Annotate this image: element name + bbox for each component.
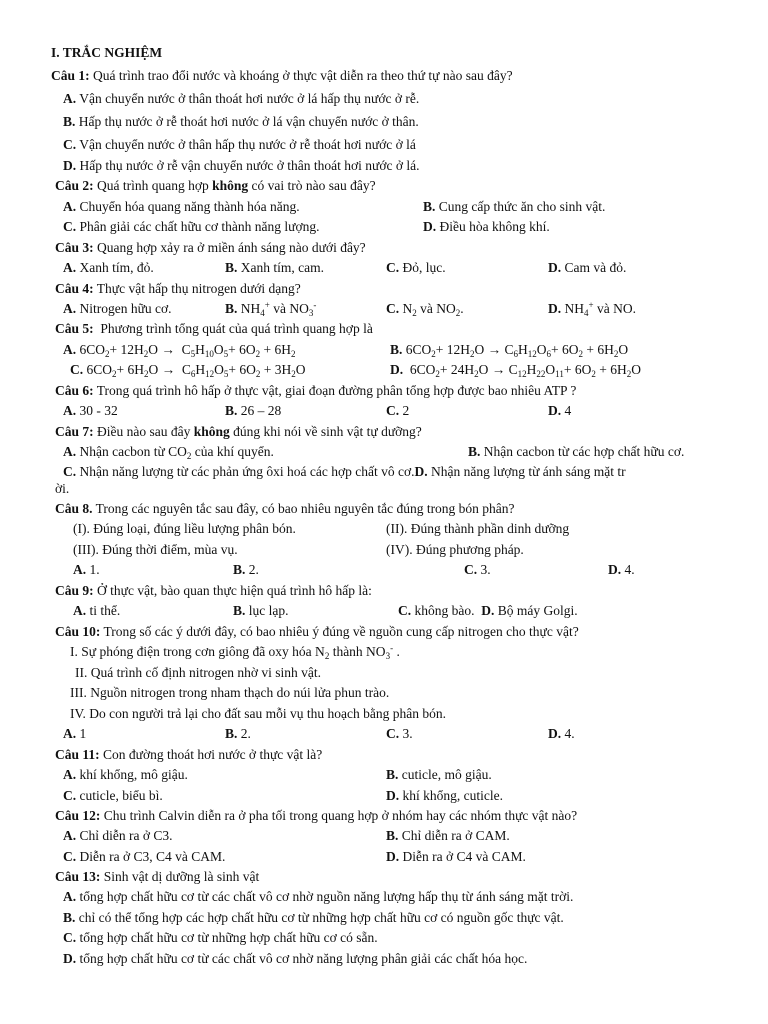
question-7: Câu 7: Điều nào sau đây không đúng khi nói về sinh vật tự dưỡng? bbox=[55, 424, 422, 439]
q8-item-3: (III). Đúng thời điểm, mùa vụ. bbox=[73, 542, 238, 557]
q10-option-b: B. 2. bbox=[225, 726, 251, 741]
q2-option-d: D. Điều hòa không khí. bbox=[423, 219, 550, 234]
q2-option-a: A. Chuyển hóa quang năng thành hóa năng. bbox=[63, 199, 300, 214]
q1-option-d: D. Hấp thụ nước ở rễ vận chuyển nước ở thân thoát hơi nước ở lá. bbox=[63, 158, 420, 173]
q7-option-c-d: C. Nhận năng lượng từ các phản ứng ôxi hoá các hợp chất vô cơ.D. Nhận năng lượng từ ánh sáng mặt tr bbox=[63, 464, 626, 479]
question-5: Câu 5: Phương trình tổng quát của quá trình quang hợp là bbox=[55, 321, 373, 336]
question-1: Câu 1: Quá trình trao đổi nước và khoáng ở thực vật diễn ra theo thứ tự nào sau đây? bbox=[51, 68, 513, 83]
q11-option-c: C. cuticle, biểu bì. bbox=[63, 788, 163, 803]
q3-option-b: B. Xanh tím, cam. bbox=[225, 260, 324, 275]
question-3: Câu 3: Quang hợp xảy ra ở miền ánh sáng nào dưới đây? bbox=[55, 240, 366, 255]
q7-option-d-wrap: ời. bbox=[55, 481, 70, 496]
q1-option-b: B. Hấp thụ nước ở rễ thoát hơi nước ở lá vận chuyển nước ở thân. bbox=[63, 114, 419, 129]
arrow-icon: → bbox=[491, 362, 506, 377]
q7-option-b: B. Nhận cacbon từ các hợp chất hữu cơ. bbox=[468, 444, 685, 459]
question-12: Câu 12: Chu trình Calvin diễn ra ở pha tối trong quang hợp ở nhóm hay các nhóm thực vật nào? bbox=[55, 808, 578, 823]
q1-option-c: C. Vận chuyển nước ở thân hấp thụ nước ở rễ thoát hơi nước ở lá bbox=[63, 137, 416, 152]
q10-item-2: II. Quá trình cố định nitrogen nhờ vi sinh vật. bbox=[75, 665, 321, 680]
question-11: Câu 11: Con đường thoát hơi nước ở thực vật là? bbox=[55, 747, 323, 762]
q8-option-d: D. 4. bbox=[608, 562, 635, 577]
q2-option-b: B. Cung cấp thức ăn cho sinh vật. bbox=[423, 199, 606, 214]
q4-option-c: C. $N_2$ và $NO_2$. bbox=[386, 301, 464, 318]
q13-option-c: C. tổng hợp chất hữu cơ từ những hợp chất hữu cơ có sẵn. bbox=[63, 930, 378, 945]
q5-option-a: A. $6CO_2+ 12H_2O \to C_5H_{10}O_5+ 6O_2 + 6H_2$ bbox=[63, 342, 296, 359]
arrow-icon: → bbox=[161, 362, 176, 377]
question-4: Câu 4: Thực vật hấp thụ nitrogen dưới dạng? bbox=[55, 281, 301, 296]
q4-option-d: D. $NH_4^+$ và NO. bbox=[548, 300, 636, 318]
arrow-icon: → bbox=[161, 342, 175, 357]
question-8: Câu 8. Trong các nguyên tắc sau đây, có bao nhiêu nguyên tắc đúng trong bón phân? bbox=[55, 501, 515, 516]
q13-option-b: B. chỉ có thể tổng hợp các hợp chất hữu cơ từ những hợp chất hữu cơ có nguồn gốc thực vật. bbox=[63, 910, 564, 925]
q8-item-2: (II). Đúng thành phần dinh dưỡng bbox=[386, 521, 570, 536]
q11-option-a: A. khí khổng, mô giậu. bbox=[63, 767, 188, 782]
q3-option-d: D. Cam và đỏ. bbox=[548, 260, 627, 275]
q10-option-a: A. 1 bbox=[63, 726, 87, 741]
q9-option-b: B. lục lạp. bbox=[233, 603, 289, 618]
question-13: Câu 13: Sinh vật dị dưỡng là sinh vật bbox=[55, 869, 260, 884]
q8-item-1: (I). Đúng loại, đúng liều lượng phân bón. bbox=[73, 521, 296, 536]
q12-option-b: B. Chỉ diễn ra ở CAM. bbox=[386, 828, 510, 843]
q13-option-d: D. tổng hợp chất hữu cơ từ các chất vô cơ nhờ năng lượng phân giải các chất hóa học. bbox=[63, 951, 528, 966]
q6-option-b: B. 26 – 28 bbox=[225, 403, 282, 418]
q10-item-1: I. Sự phóng điện trong cơn giông đã oxy hóa $N_2$ thành $NO_3^-$ . bbox=[70, 643, 400, 661]
q10-option-c: C. 3. bbox=[386, 726, 413, 741]
q8-item-4: (IV). Đúng phương pháp. bbox=[386, 542, 524, 557]
q6-option-d: D. 4 bbox=[548, 403, 572, 418]
q12-option-d: D. Diễn ra ở C4 và CAM. bbox=[386, 849, 526, 864]
q4-option-b: B. $NH_4^+$ và $NO_3^-$ bbox=[225, 300, 317, 318]
q1-option-a: A. Vận chuyển nước ở thân thoát hơi nước ở lá hấp thụ nước ở rễ. bbox=[63, 91, 420, 106]
q6-option-a: A. 30 - 32 bbox=[63, 403, 118, 418]
question-2: Câu 2: Quá trình quang hợp không có vai trò nào sau đây? bbox=[55, 178, 376, 193]
q8-option-b: B. 2. bbox=[233, 562, 259, 577]
q9-option-c-d: C. không bào. D. Bộ máy Golgi. bbox=[398, 603, 578, 618]
arrow-icon: → bbox=[487, 342, 502, 357]
q12-option-a: A. Chỉ diễn ra ở C3. bbox=[63, 828, 173, 843]
q9-option-a: A. ti thể. bbox=[73, 603, 121, 618]
q3-option-c: C. Đỏ, lục. bbox=[386, 260, 446, 275]
q5-option-d: D. $6CO_2+ 24H_2O \to C_{12}H_{22}O_{11}+ 6O_2 + 6H_2O$ bbox=[390, 362, 641, 379]
q8-option-c: C. 3. bbox=[464, 562, 491, 577]
q7-option-a: A. Nhận cacbon từ $CO_2$ của khí quyển. bbox=[63, 444, 274, 461]
question-10: Câu 10: Trong số các ý dưới đây, có bao nhiêu ý đúng về nguồn cung cấp nitrogen cho thực vật? bbox=[55, 624, 579, 639]
q12-option-c: C. Diễn ra ở C3, C4 và CAM. bbox=[63, 849, 226, 864]
q11-option-d: D. khí khổng, cuticle. bbox=[386, 788, 503, 803]
section-heading: I. TRẮC NGHIỆM bbox=[51, 45, 163, 60]
q13-option-a: A. tổng hợp chất hữu cơ từ các chất vô cơ nhờ nguồn năng lượng hấp thụ từ ánh sáng mặt trời. bbox=[63, 889, 574, 904]
q11-option-b: B. cuticle, mô giậu. bbox=[386, 767, 492, 782]
q10-item-4: IV. Do con người trả lại cho đất sau mỗi vụ thu hoạch bằng phân bón. bbox=[70, 706, 447, 721]
q5-option-c: C. $6CO_2+ 6H_2O \to C_6H_{12}O_5+ 6O_2 + 3H_2O$ bbox=[70, 362, 306, 379]
q8-option-a: A. 1. bbox=[73, 562, 100, 577]
question-6: Câu 6: Trong quá trình hô hấp ở thực vật, giai đoạn đường phân tổng hợp được bao nhiêu ATP ? bbox=[55, 383, 577, 398]
q4-option-a: A. Nitrogen hữu cơ. bbox=[63, 301, 172, 316]
q6-option-c: C. 2 bbox=[386, 403, 410, 418]
q5-option-b: B. $6CO_2+ 12H_2O \to C_6H_{12}O_6+ 6O_2 + 6H_2O$ bbox=[390, 342, 629, 359]
q3-option-a: A. Xanh tím, đỏ. bbox=[63, 260, 154, 275]
q10-item-3: III. Nguồn nitrogen trong nham thạch do núi lửa phun trào. bbox=[70, 685, 390, 700]
q2-option-c: C. Phân giải các chất hữu cơ thành năng lượng. bbox=[63, 219, 320, 234]
q10-option-d: D. 4. bbox=[548, 726, 575, 741]
question-9: Câu 9: Ở thực vật, bào quan thực hiện quá trình hô hấp là: bbox=[55, 583, 372, 598]
